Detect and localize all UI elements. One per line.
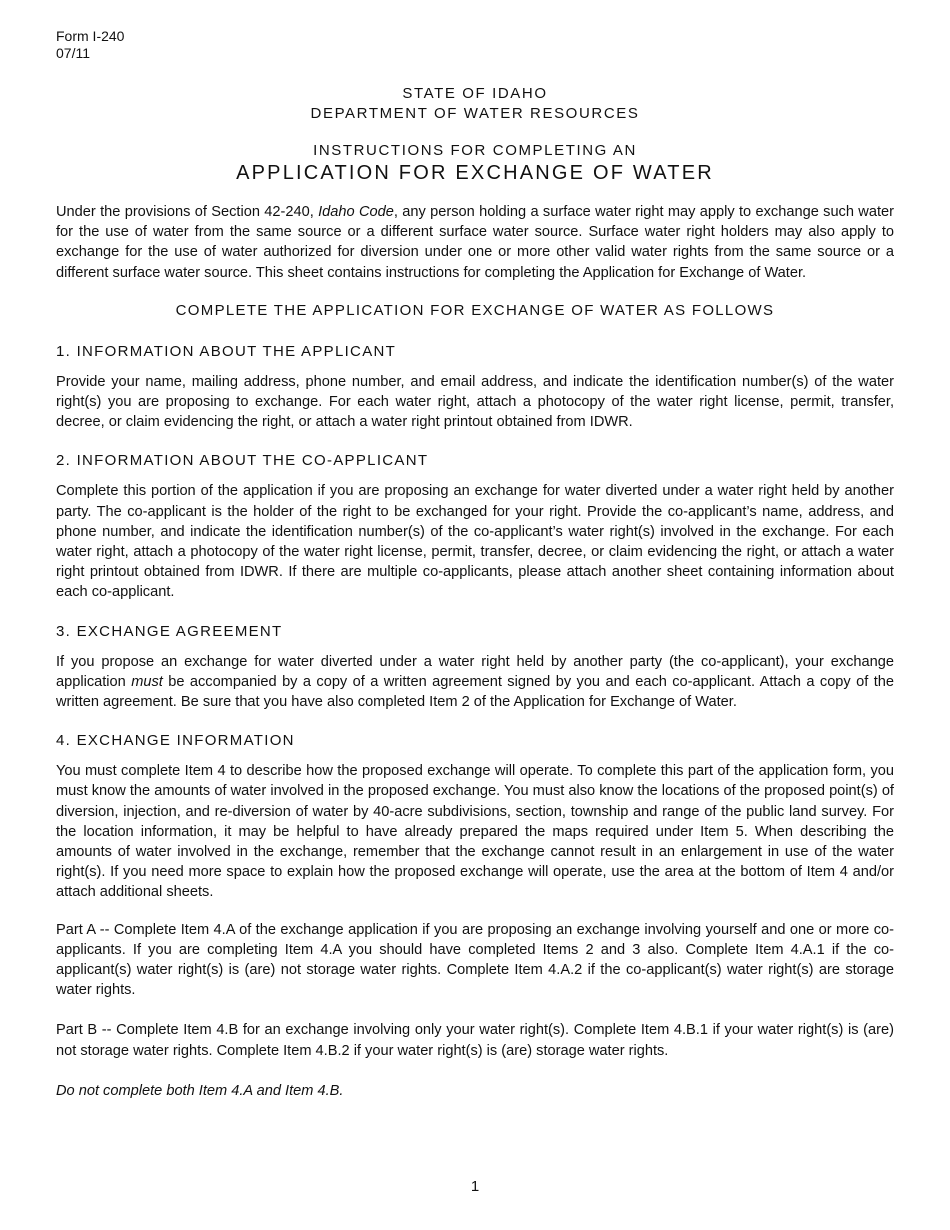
form-date: 07/11 <box>56 45 90 61</box>
document-page <box>56 28 894 1101</box>
department-heading: DEPARTMENT OF WATER RESOURCES <box>310 105 640 122</box>
idaho-code-ref: Idaho Code <box>318 204 394 220</box>
section-1-heading: 1. INFORMATION ABOUT THE APPLICANT <box>56 342 397 360</box>
part-a-text: Part A -- Complete Item 4.A of the exchange application if you are proposing an exchange involving yourself and one or more co-applicants. If you are completing Item 4.A you should have completed Items 2 and 3 also. Complete Item 4.A.1 if the co-applicant(s) water right(s) is (are) not storage water rights. Complete Item 4.A.2 if the co-applicant(s) water right(s) are storage water rights. <box>56 921 894 999</box>
complete-heading: COMPLETE THE APPLICATION FOR EXCHANGE OF WATER AS FOLLOWS <box>175 301 775 319</box>
state-heading: STATE OF IDAHO <box>402 85 548 102</box>
section-1-text: Provide your name, mailing address, phone number, and email address, and indicate the identification number(s) of the water right(s) you are proposing to exchange. For each water right, attach a photocopy of the water right license, permit, transfer, decree, or claim evidencing the right, or attach a water right printout obtained from IDWR. <box>56 373 894 431</box>
section-2-heading: 2. INFORMATION ABOUT THE CO-APPLICANT <box>56 452 429 470</box>
section-4-text: You must complete Item 4 to describe how the proposed exchange will operate. To complete this part of the application form, you must know the amounts of water involved in the proposed exchange. You must also know the locations of the proposed point(s) of diversion, injection, and re-diversion of water by 40-acre subdivisions, section, township and range of the public land survey. For the location information, it may be helpful to have already prepared the maps required under Item 5. When describing the amounts of water involved in the exchange, remember that the exchange cannot result in an enlargement in use of the water right(s). If you need more space to explain how the proposed exchange will operate, use the area at the bottom of Item 4 and/or attach additional sheets. <box>56 763 894 901</box>
section-4-heading: 4. EXCHANGE INFORMATION <box>56 732 295 750</box>
intro-paragraph: Under the provisions of Section 42-240, Idaho Code, any person holding a surface water right may apply to exchange such water for the use of water from the same source or a different surface water source. Surface water right holders may also apply to exchange for the use of water authorized for diversion under one or more other valid water rights from the same source or a different surface water source. This sheet contains instructions for completing the Application for Exchange of Water. <box>56 204 894 281</box>
section-3-text: If you propose an exchange for water diverted under a water right held by another party (the co-applicant), your exchange application must be accompanied by a copy of a written agreement signed by you and each co-applicant. Attach a copy of the written agreement. Be sure that you have also completed Item 2 of the Application for Exchange of Water. <box>56 653 894 711</box>
instructions-heading: INSTRUCTIONS FOR COMPLETING AN <box>313 142 637 159</box>
section-3-heading: 3. EXCHANGE AGREEMENT <box>56 622 283 640</box>
page-number: 1 <box>470 1178 480 1195</box>
part-b-text: Part B -- Complete Item 4.B for an exchange involving only your water right(s). Complete Item 4.B.1 if your water right(s) is (are) not storage water rights. Complete Item 4.B.2 if your water right(s) is (are) storage water rights. <box>56 1022 894 1059</box>
must-emphasis: must <box>131 673 163 690</box>
do-not-complete-note: Do not complete both Item 4.A and Item 4.B. <box>56 1082 344 1099</box>
page-title: APPLICATION FOR EXCHANGE OF WATER <box>236 162 714 184</box>
form-id: Form I-240 <box>56 28 125 44</box>
section-2-text: Complete this portion of the application if you are proposing an exchange for water diverted under a water right held by another party. The co-applicant is the holder of the right to be exchanged for your right. Provide the co-applicant’s name, address, and phone number, and indicate the identification number(s) of the co-applicant’s water right(s) involved in the exchange. For each water right, attach a photocopy of the water right license, permit, transfer, decree, or claim evidencing the right, or attach a water right printout obtained from IDWR. If there are multiple co-applicants, please attach another sheet containing information about each co-applicant. <box>56 483 894 601</box>
